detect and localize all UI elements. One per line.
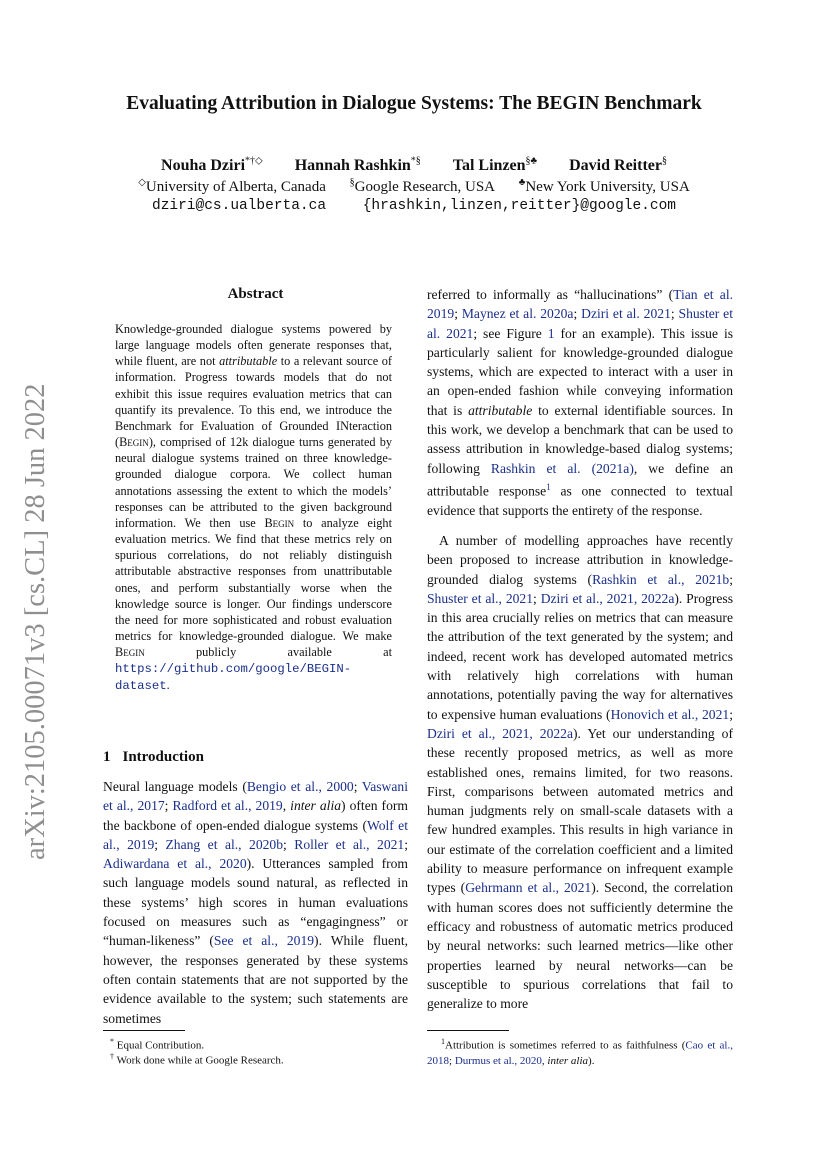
abstract-heading: Abstract <box>227 286 284 302</box>
footnote-equal-contribution: * Equal Contribution. <box>110 1037 205 1052</box>
citation-link[interactable]: Rashkin et al. (2021a) <box>490 460 634 476</box>
author-list <box>0 156 828 175</box>
citation-link[interactable]: Radford et al., 2019 <box>172 798 283 814</box>
author-reitter: David Reitter§ <box>569 156 667 175</box>
citation-link[interactable]: Cao et al., 2018 <box>427 1039 733 1067</box>
author-dziri: Nouha Dziri*†◇ <box>161 156 263 175</box>
citation-link[interactable]: Adiwardana et al., 2020 <box>103 856 247 872</box>
citation-link[interactable]: Tian et al. 2019 <box>427 287 733 322</box>
citation-link[interactable]: Bengio et al., 2000 <box>246 779 354 794</box>
arxiv-identifier-stamp: arXiv:2105.00071v3 [cs.CL] 28 Jun 2022 <box>20 383 51 860</box>
citation-link[interactable]: Wolf et al., 2019 <box>103 817 408 852</box>
email-google[interactable]: {hrashkin,linzen,reitter}@google.com <box>362 198 676 214</box>
figure-reference-link[interactable]: 1 <box>547 325 555 341</box>
footnote-reference[interactable]: 1 <box>546 481 551 492</box>
paper-title: Evaluating Attribution in Dialogue Systems: The BEGIN Benchmark <box>126 93 702 114</box>
citation-link[interactable]: Durmus et al., 2020 <box>454 1054 542 1067</box>
citation-link[interactable]: Roller et al., 2021 <box>294 836 405 852</box>
citation-link[interactable]: Dziri et al. 2021 <box>581 306 671 322</box>
citation-link[interactable]: Zhang et al., 2020b <box>165 836 284 852</box>
email-list <box>0 198 828 214</box>
footnote-attribution: $^1$Attribution is sometimes referred to as faithfulness (Cao et al., 2018; Durmus et al., 2020, inter alia). <box>427 1037 733 1067</box>
citation-link[interactable]: Shuster et al. 2021 <box>427 306 733 341</box>
affiliation-list <box>0 177 828 196</box>
footnote-google-work: † Work done while at Google Research. <box>110 1052 284 1067</box>
intro-paragraph-1: Neural language models (Bengio et al., 2000; Vaswani et al., 2017; Radford et al., 2019, inter alia) often form the backbone of open-ended dialogue systems (Wolf et al., 2019; Zhang et al., 2020b; Roller et al., 2021; Adiwardana et al., 2020). Utterances sampled from such language models sound natural, as reflected in these systems’ high scores in human evaluations focused on measures such as “engagingness” or “human-likeness” (See et al., 2019). While fluent, however, the responses generated by these systems often contain statements that are not supported by the evidence available to the system; such statements are sometimes <box>103 779 409 1026</box>
affiliation-google: §Google Research, USA <box>349 177 496 195</box>
footnote-divider-right <box>427 1030 509 1031</box>
citation-link[interactable]: Maynez et al. 2020a <box>461 306 574 322</box>
footnote-divider-left <box>103 1030 185 1031</box>
citation-link[interactable]: Gehrmann et al., 2021 <box>465 880 592 896</box>
intro-paragraph-1-continued: referred to informally as “hallucinations” (Tian et al. 2019; Maynez et al. 2020a; Dziri et al. 2021; Shuster et al. 2021; see Figure 1 for an example). This issue is particularly salient for knowledge-grounded dialogue systems, which are expected to interact with a user in an open-ended fashion while conveying information that is attributable to external identifiable sources. In this work, we develop a benchmark that can be used to assess attribution in knowledge-based dialog systems; following Rashkin et al. (2021a), we define an attributable response$^1$ as one connected to textual evidence that supports the entirety of the response. <box>427 287 734 518</box>
citation-link[interactable]: Dziri et al., 2021, 2022a <box>540 590 675 606</box>
affiliation-alberta: ◇University of Alberta, Canada <box>138 177 326 195</box>
email-alberta[interactable]: dziri@cs.ualberta.ca <box>152 198 327 214</box>
author-linzen: Tal Linzen§♣ <box>452 156 538 175</box>
citation-link[interactable]: Vaswani et al., 2017 <box>103 779 408 814</box>
abstract-body: Knowledge-grounded dialogue systems powered by large language models often generate responses that, while fluent, are not attributable to a relevant source of information. Progress towards models that do not exhibit this issue requires evaluation metrics that can quantify its prevalence. To this end, we introduce the Benchmark for Evaluation of Grounded INteraction (Begin), comprised of 12k dialogue turns generated by neural dialogue systems trained on three knowledge-grounded dialogue corpora. We collect human annotations assessing the extent to which the models’ responses can be attributed to the given background information. We then use Begin to analyze eight evaluation metrics. We find that these metrics rely on spurious correlations, do not reliably distinguish attributable abstractive responses from unattributable ones, and perform substantially worse when the knowledge source is longer. Our findings underscore the need for more sophisticated and robust evaluation metrics for knowledge-grounded dialogue. We make Begin publicly available at https://github.com/google/BEGIN-dataset. <box>115 322 392 694</box>
citation-link[interactable]: Dziri et al., 2021, 2022a <box>427 725 573 741</box>
citation-link[interactable]: Rashkin et al., 2021b <box>592 571 730 587</box>
author-rashkin: Hannah Rashkin*§ <box>294 156 421 175</box>
section-heading-introduction: 1 Introduction <box>103 749 204 765</box>
affiliation-nyu: ♣New York University, USA <box>518 177 690 195</box>
citation-link[interactable]: See et al., 2019 <box>213 933 315 949</box>
dataset-link[interactable]: https://github.com/google/BEGIN-dataset <box>115 662 352 694</box>
citation-link[interactable]: Shuster et al., 2021 <box>427 590 534 606</box>
citation-link[interactable]: Honovich et al., 2021 <box>610 706 730 722</box>
intro-paragraph-2: A number of modelling approaches have recently been proposed to increase attribution in knowledge-grounded dialog systems (Rashkin et al., 2021b; Shuster et al., 2021; Dziri et al., 2021, 2022a). Progress in this area crucially relies on metrics that can measure the attribution of the text generated by the system; and indeed, recent work has developed automated metrics with relatively high correlations with human annotations, potentially paving the way for alternatives to expensive human evaluations (Honovich et al., 2021; Dziri et al., 2021, 2022a). Yet our understanding of these recently proposed metrics, as well as more established ones, remains limited, for two reasons. First, comparisons between automated metrics and human judgments rely on small-scale datasets with a few hundred examples. This results in high variance in our estimate of the correlation coefficient and a limited ability to measure performance on infrequent example types (Gehrmann et al., 2021). Second, the correlation with human scores does not sufficiently determine the efficacy and robustness of automatic metrics produced by neural networks: such learned metrics—like other properties learned by neural networks—can be susceptible to spurious correlations that fail to generalize to more <box>427 533 733 1012</box>
